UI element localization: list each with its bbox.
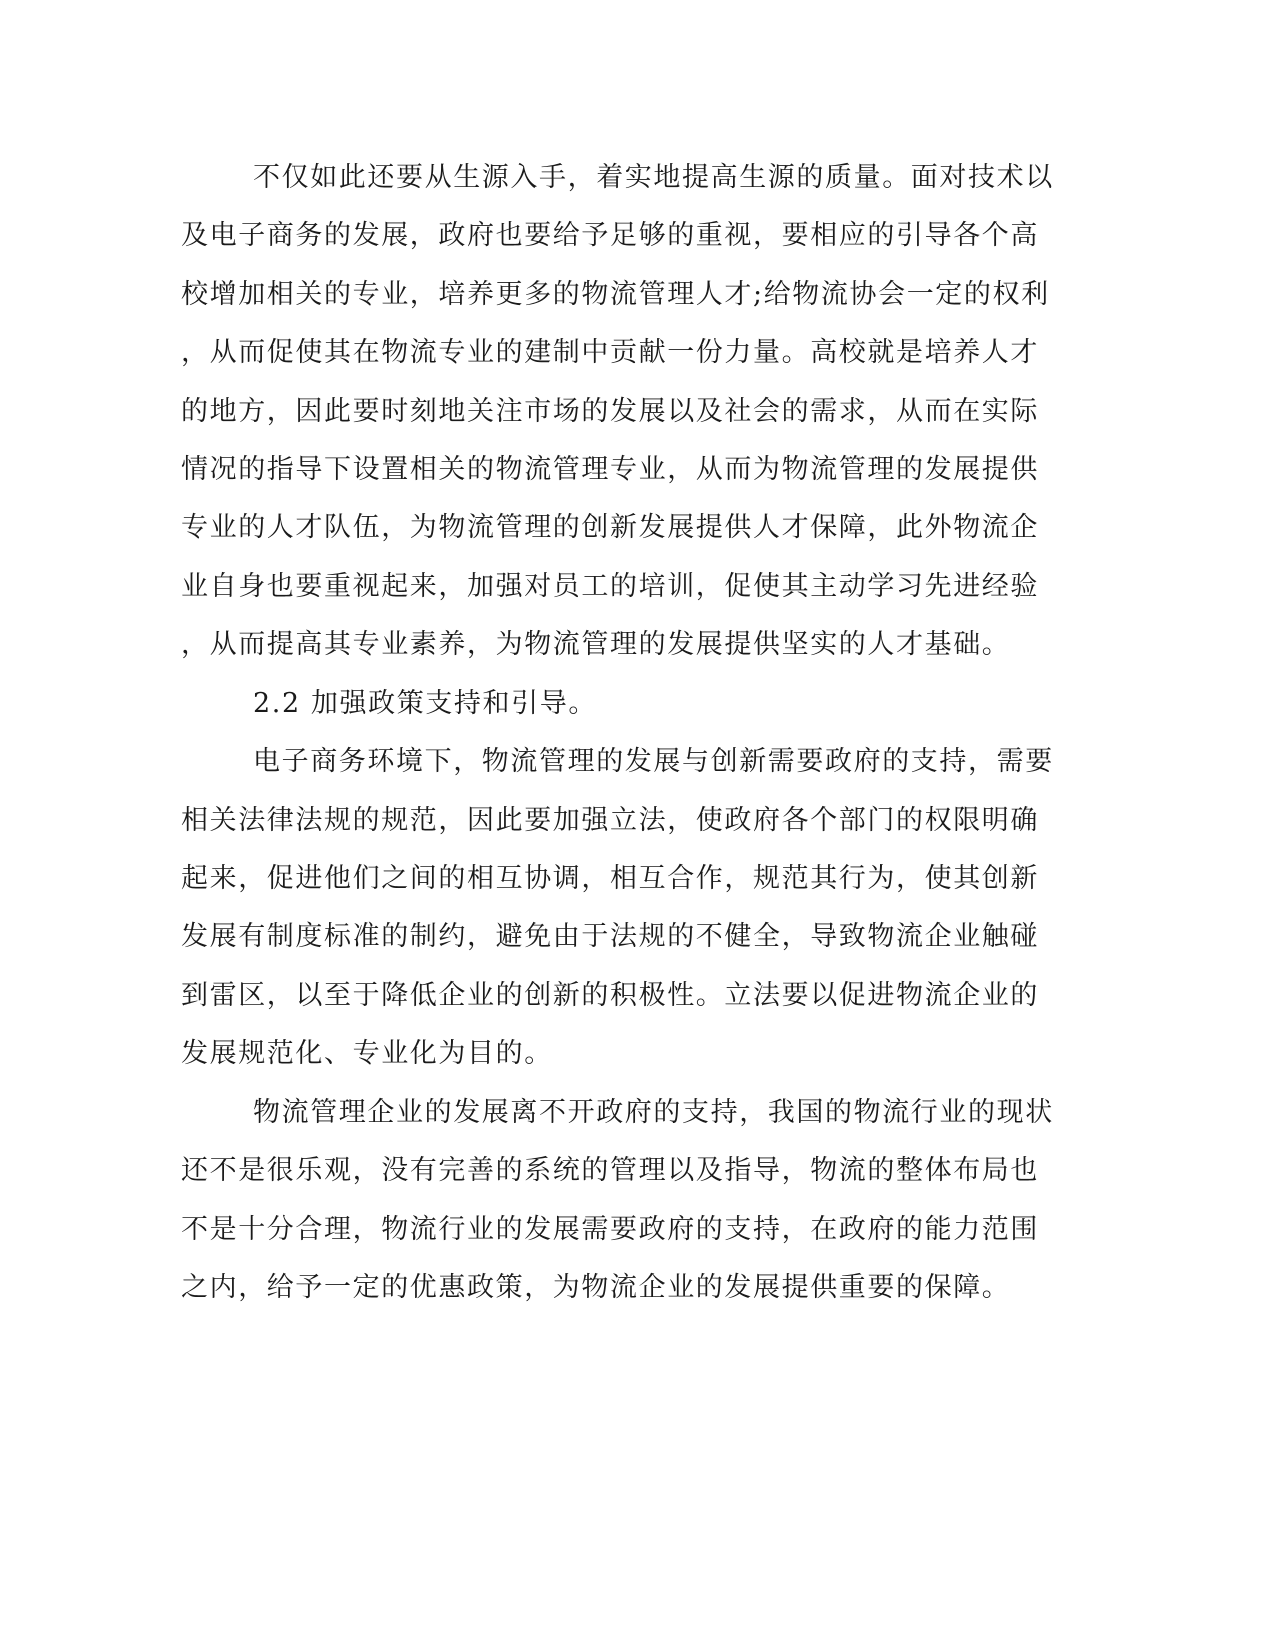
paragraph-line: ，从而促使其在物流专业的建制中贡献一份力量。高校就是培养人才 [181,337,1039,368]
paragraph-line: 专业的人才队伍，为物流管理的创新发展提供人才保障，此外物流企 [181,512,1039,543]
paragraph-line: 到雷区，以至于降低企业的创新的积极性。立法要以促进物流企业的 [181,980,1039,1011]
paragraph-line: 物流管理企业的发展离不开政府的支持，我国的物流行业的现状 [253,1097,1054,1128]
paragraph-line: 不仅如此还要从生源入手，着实地提高生源的质量。面对技术以 [253,162,1054,193]
section-heading: 2.2 加强政策支持和引导。 [253,688,597,719]
paragraph-line: 情况的指导下设置相关的物流管理专业，从而为物流管理的发展提供 [181,454,1039,485]
paragraph-line: 起来，促进他们之间的相互协调，相互合作，规范其行为，使其创新 [181,863,1039,894]
paragraph-line: 还不是很乐观，没有完善的系统的管理以及指导，物流的整体布局也 [181,1155,1039,1186]
paragraph-line: 校增加相关的专业，培养更多的物流管理人才;给物流协会一定的权利 [181,279,1050,310]
paragraph-line: 相关法律法规的规范，因此要加强立法，使政府各个部门的权限明确 [181,805,1039,836]
paragraph-line: 及电子商务的发展，政府也要给予足够的重视，要相应的引导各个高 [181,220,1039,251]
paragraph-line: 的地方，因此要时刻地关注市场的发展以及社会的需求，从而在实际 [181,396,1039,427]
paragraph-line: 不是十分合理，物流行业的发展需要政府的支持，在政府的能力范围 [181,1214,1039,1245]
paragraph-line: 之内，给予一定的优惠政策，为物流企业的发展提供重要的保障。 [181,1272,1011,1303]
paragraph-line: 电子商务环境下，物流管理的发展与创新需要政府的支持，需要 [253,746,1054,777]
paragraph-line: 发展有制度标准的制约，避免由于法规的不健全，导致物流企业触碰 [181,921,1039,952]
paragraph-line: 发展规范化、专业化为目的。 [181,1038,553,1069]
paragraph-line: ，从而提高其专业素养，为物流管理的发展提供坚实的人才基础。 [181,629,1011,660]
paragraph-line: 业自身也要重视起来，加强对员工的培训，促使其主动学习先进经验 [181,571,1039,602]
